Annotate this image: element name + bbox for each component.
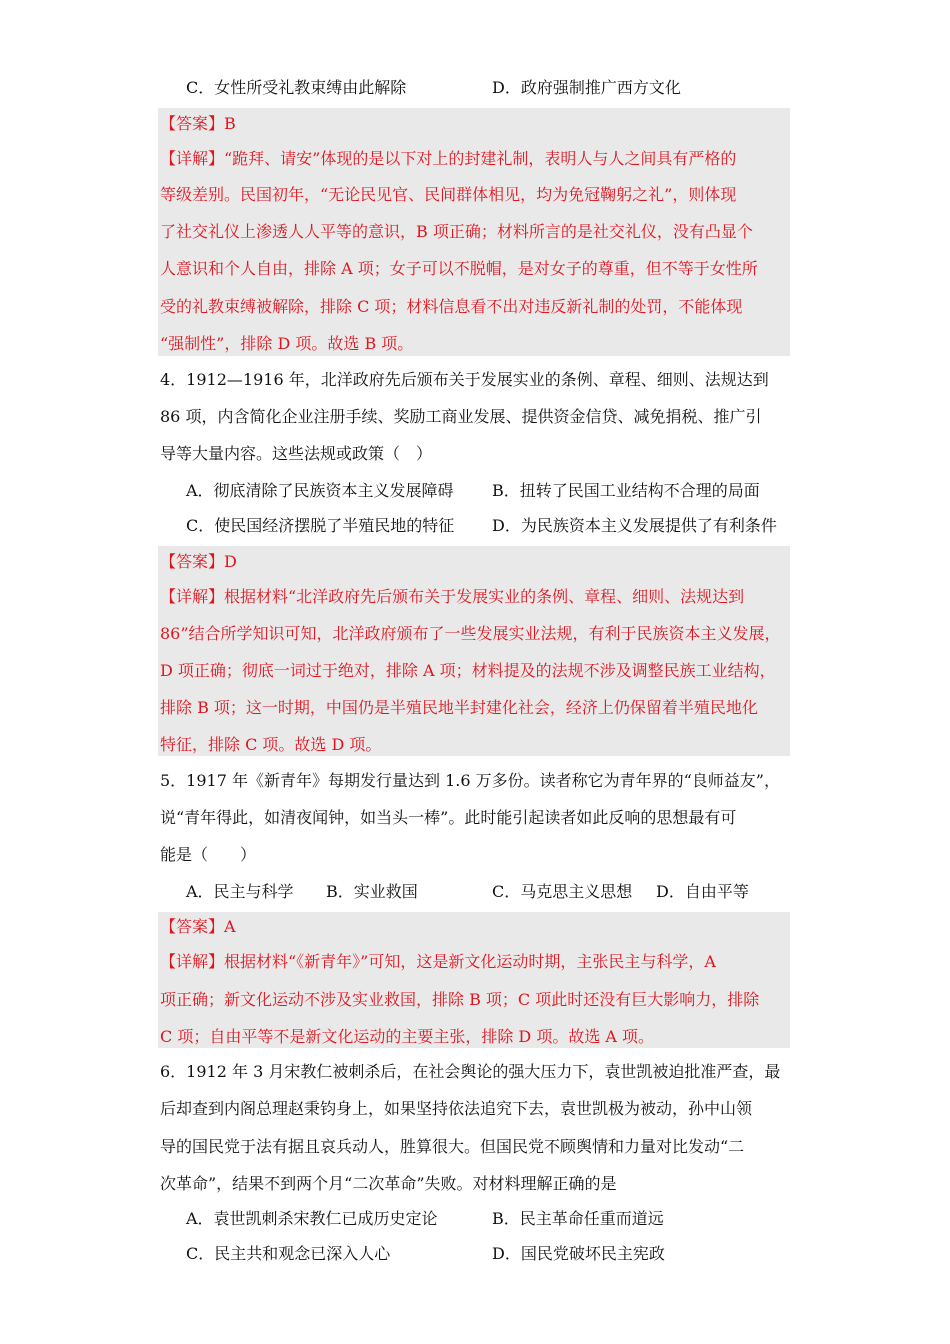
q6-stem-line-2: 后却查到内阁总理赵秉钧身上，如果坚持依法追究下去，袁世凯极为被动，孙中山领 (160, 1099, 753, 1118)
q5-stem-line-1: 5．1917 年《新青年》每期发行量达到 1.6 万多份。读者称它为青年界的“良师益友”， (160, 771, 780, 790)
q4-explanation-box (158, 546, 790, 756)
q6-stem-line-1: 6．1912 年 3 月宋教仁被刺杀后，在社会舆论的强大压力下，袁世凯被迫批准严查，最 (160, 1062, 781, 1081)
q5-option-c: C．马克思主义思想 (492, 882, 633, 901)
q6-option-d: D．国民党破坏民主宪政 (492, 1244, 665, 1263)
q4-explain-line-4: 排除 B 项；这一时期，中国仍是半殖民地半封建化社会，经济上仍保留着半殖民地化 (160, 698, 758, 717)
q6-option-b: B．民主革命任重而道远 (492, 1209, 664, 1228)
q3-explain-line-4: 人意识和个人自由，排除 A 项；女子可以不脱帽，是对女子的尊重，但不等于女性所 (160, 259, 758, 278)
q4-option-c: C．使民国经济摆脱了半殖民地的特征 (186, 516, 455, 535)
q5-option-a: A．民主与科学 (186, 882, 294, 901)
q4-stem-line-2: 86 项，内含简化企业注册手续、奖励工商业发展、提供资金信贷、减免捐税、推广引 (160, 407, 762, 426)
q4-explain-line-2: 86”结合所学知识可知，北洋政府颁布了一些发展实业法规，有利于民族资本主义发展， (160, 624, 781, 643)
q3-explain-line-5: 受的礼教束缚被解除，排除 C 项；材料信息看不出对违反新礼制的处罚，不能体现 (160, 297, 743, 316)
q5-option-b: B．实业救国 (326, 882, 418, 901)
q4-stem-line-1: 4．1912—1916 年，北洋政府先后颁布关于发展实业的条例、章程、细则、法规达到 (160, 370, 769, 389)
q5-explain-line-3: C 项；自由平等不是新文化运动的主要主张，排除 D 项。故选 A 项。 (160, 1027, 655, 1046)
q4-explain-line-5: 特征，排除 C 项。故选 D 项。 (160, 735, 382, 754)
q3-explain-line-1: 【详解】“跪拜、请安”体现的是以下对上的封建礼制，表明人与人之间具有严格的 (160, 149, 737, 168)
q4-answer: 【答案】D (160, 552, 237, 571)
q3-explain-line-3: 了社交礼仪上渗透人人平等的意识，B 项正确；材料所言的是社交礼仪，没有凸显个 (160, 222, 753, 241)
q5-explain-line-1: 【详解】根据材料“《新青年》”可知，这是新文化运动时期，主张民主与科学，A (160, 952, 716, 971)
q5-stem-line-2: 说“青年得此，如清夜闻钟，如当头一棒”。此时能引起读者如此反响的思想最有可 (160, 808, 737, 827)
q3-option-d: D．政府强制推广西方文化 (492, 78, 681, 97)
q5-explain-line-2: 项正确；新文化运动不涉及实业救国，排除 B 项；C 项此时还没有巨大影响力，排除 (160, 990, 760, 1009)
q3-option-c: C．女性所受礼教束缚由此解除 (186, 78, 407, 97)
q4-explain-line-3: D 项正确；彻底一词过于绝对，排除 A 项；材料提及的法规不涉及调整民族工业结构， (160, 661, 776, 680)
q6-option-c: C．民主共和观念已深入人心 (186, 1244, 391, 1263)
q4-explain-line-1: 【详解】根据材料“北洋政府先后颁布关于发展实业的条例、章程、细则、法规达到 (160, 587, 745, 606)
q5-stem-line-3: 能是（ ） (160, 845, 257, 864)
q4-option-d: D．为民族资本主义发展提供了有利条件 (492, 516, 777, 535)
q5-answer: 【答案】A (160, 917, 236, 936)
q4-stem-line-3: 导等大量内容。这些法规或政策（ ） (160, 444, 433, 463)
q5-option-d: D．自由平等 (656, 882, 749, 901)
q6-option-a: A．袁世凯刺杀宋教仁已成历史定论 (186, 1209, 438, 1228)
q6-stem-line-3: 导的国民党于法有据且哀兵动人，胜算很大。但国民党不顾舆情和力量对比发动“二 (160, 1137, 745, 1156)
q6-stem-line-4: 次革命”，结果不到两个月“二次革命”失败。对材料理解正确的是 (160, 1174, 617, 1193)
q4-option-b: B．扭转了民国工业结构不合理的局面 (492, 481, 760, 500)
q3-explain-line-2: 等级差别。民国初年，“无论民见官、民间群体相见，均为免冠鞠躬之礼”，则体现 (160, 185, 737, 204)
q3-answer: 【答案】B (160, 114, 236, 133)
q3-explain-line-6: “强制性”，排除 D 项。故选 B 项。 (160, 334, 414, 353)
q4-option-a: A．彻底清除了民族资本主义发展障碍 (186, 481, 454, 500)
